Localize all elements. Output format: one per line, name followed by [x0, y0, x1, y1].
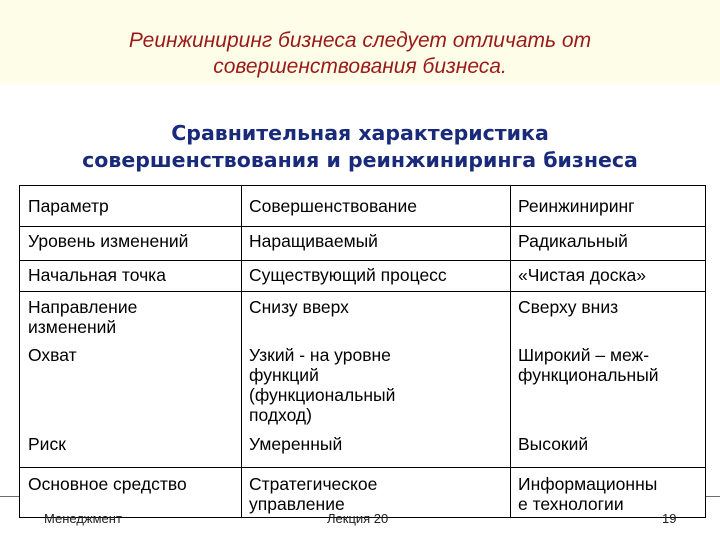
table-subtitle [0, 120, 720, 174]
cell-r3-param: Направление изменений [28, 297, 138, 337]
footer-page-number: 19 [662, 511, 677, 526]
cell-r4-improvement: Узкий - на уровне функций (функциональный подход) [249, 345, 396, 425]
cell-r1-improvement: Наращиваемый [249, 231, 378, 251]
table-border-right [705, 185, 706, 518]
slide-title-line-2: совершенствования бизнеса. [213, 55, 507, 78]
cell-r6-param: Основное средство [28, 474, 187, 494]
cell-r4-param: Охват [28, 345, 77, 365]
cell-r2-reengineering: «Чистая доска» [518, 265, 647, 285]
table-divider-row-2 [19, 260, 706, 261]
cell-r5-reengineering: Высокий [518, 434, 589, 454]
table-border-top [19, 185, 706, 186]
cell-r6-reengineering: Информационны е технологии [518, 474, 658, 514]
subtitle-line-1: Сравнительная характеристика [171, 121, 549, 145]
header-reengineering: Реинжиниринг [518, 196, 635, 216]
cell-r1-param: Уровень изменений [28, 231, 189, 251]
cell-r3-reengineering: Сверху вниз [518, 297, 619, 317]
table-border-left [19, 185, 20, 518]
cell-r4-reengineering: Широкий – меж- функциональный [518, 345, 659, 385]
header-parameter: Параметр [28, 196, 109, 216]
header-improvement: Совершенствование [249, 196, 417, 216]
slide-title-line-1: Реинжиниринг бизнеса следует отличать от [128, 29, 592, 52]
slide-divider-left [0, 496, 19, 497]
cell-r5-improvement: Умеренный [249, 434, 343, 454]
cell-r3-improvement: Снизу вверх [249, 297, 349, 317]
footer-course: Менеджмент [44, 511, 122, 526]
table-divider-row-1 [19, 226, 706, 227]
cell-r2-improvement: Существующий процесс [249, 265, 447, 285]
table-divider-col-2 [510, 185, 511, 518]
table-divider-row-4 [19, 467, 706, 468]
footer-lecture: Лекция 20 [327, 511, 389, 526]
cell-r6-improvement: Стратегическое управление [249, 474, 378, 514]
table-divider-col-1 [241, 185, 242, 518]
cell-r2-param: Начальная точка [28, 265, 166, 285]
cell-r1-reengineering: Радикальный [518, 231, 628, 251]
table-divider-row-3 [19, 291, 706, 292]
comparison-table [19, 185, 706, 518]
slide-divider-right [706, 496, 720, 497]
cell-r5-param: Риск [28, 434, 66, 454]
subtitle-line-2: совершенствования и реинжиниринга бизнеса [82, 148, 638, 172]
slide-title [0, 28, 720, 80]
